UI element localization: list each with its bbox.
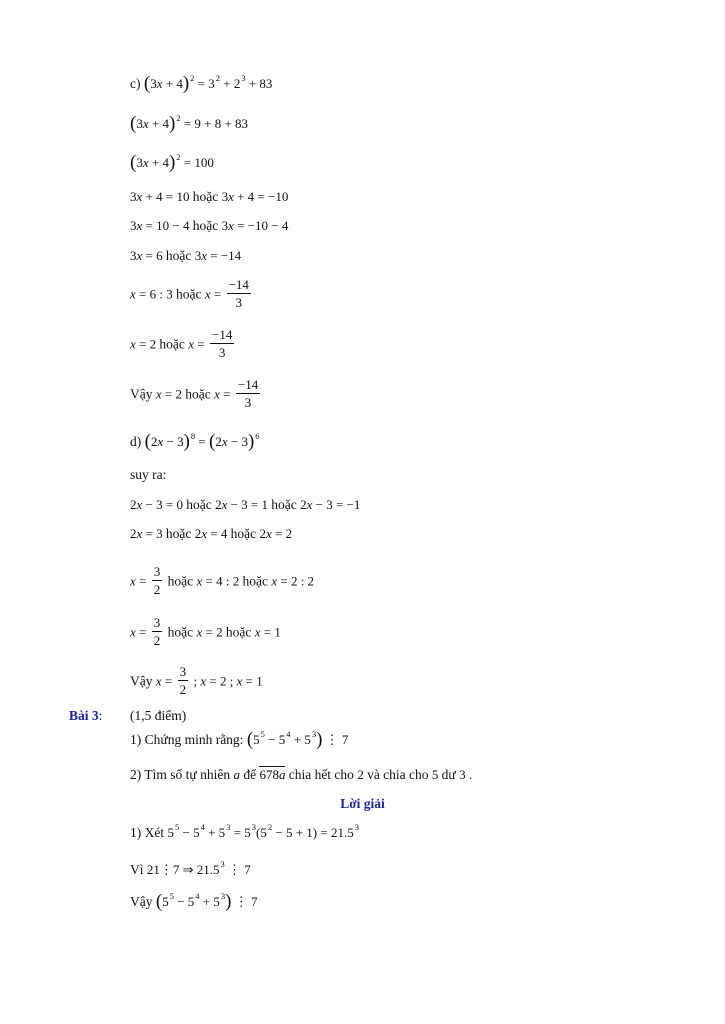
eq-c-2: $(3x + 4)^2 = 9 + 8 + 83$ [130, 113, 249, 134]
word-vay: Vậy [130, 673, 153, 689]
eq-c-6: 3x = 6 hoặc 3x = −14 [130, 248, 242, 263]
word-hoac: hoặc [185, 386, 211, 402]
q2-text-b: để [243, 767, 257, 782]
solution-1: 1) Xét $5^5 - 5^4 + 5^3 = 5^3(5^2 - 5 + 1) = 21.5^3$ [130, 822, 359, 840]
word-hoac: hoặc [192, 189, 219, 204]
eq-d-1: d) $(2x - 3)^8 = (2x - 3)^6$ [130, 431, 260, 452]
solution-heading-text: Lời giải [340, 796, 385, 811]
word-hoac: hoặc [159, 336, 185, 352]
word-hoac: hoặc [175, 286, 202, 302]
word-hoac: hoặc [186, 497, 212, 512]
eq-c-3: $(3x + 4)^2 = 100$ [130, 152, 214, 173]
eq-c-1: c) $(3x + 4)^2 = 3^2 + 2^3 + 83$ [130, 73, 273, 94]
word-hoac: hoặc [230, 526, 257, 541]
eq-d-5: x = $\frac{3}{2}$ hoặc x = 2 hoặc x = 1 [130, 615, 281, 648]
problem-label-colon: : [98, 708, 103, 723]
s3-text: Vậy [130, 894, 153, 909]
points-text: (1,5 điểm) [130, 708, 187, 723]
fraction: $\frac{-14}{3}$ [237, 377, 259, 410]
fraction: $\frac{3}{2}$ [179, 664, 187, 697]
eq-c-8: x = 2 hoặc x = $\frac{-14}{3}$ [130, 327, 233, 360]
fraction: $\frac{-14}{3}$ [228, 277, 249, 310]
solution-3: Vậy $(5^5 - 5^4 + 5^3)$ ⋮ 7 [130, 891, 258, 912]
eq-c-5: 3x = 10 − 4 hoặc 3x = −10 − 4 [130, 218, 289, 233]
problem-q2: 2) Tìm số tự nhiên a để 678a chia hết cho 2 và chia cho 5 dư 3 . [130, 767, 473, 782]
word-vay: Vậy [130, 386, 153, 402]
word-hoac: hoặc [225, 624, 252, 640]
q2-text-e: dư [441, 767, 456, 782]
word-hoac: hoặc [192, 218, 219, 233]
eq-d-2: 2x − 3 = 0 hoặc 2x − 3 = 1 hoặc 2x − 3 = −1 [130, 497, 361, 512]
q2-text-a: 2) Tìm số tự nhiên [130, 767, 231, 782]
s1-text: 1) Xét [130, 825, 165, 840]
solution-2: Vì 21⋮7 ⇒ 21.5$^3$ ⋮ 7 [130, 859, 251, 877]
eq-d-6: Vậy x = $\frac{3}{2}$ ; x = 2 ; x = 1 [130, 664, 263, 697]
problem-label [69, 707, 102, 725]
q1-text: 1) Chứng minh rằng: [130, 732, 244, 747]
word-hoac: hoặc [167, 573, 194, 589]
problem-label-text: Bài 3 [69, 708, 99, 723]
fraction: $\frac{3}{2}$ [153, 564, 161, 597]
s2-text: Vì [130, 862, 144, 877]
q2-text-c: chia hết cho [288, 767, 354, 782]
word-hoac: hoặc [271, 497, 297, 512]
word-hoac: hoặc [165, 248, 192, 263]
suy-ra [130, 466, 166, 484]
problem-q1: 1) Chứng minh rằng: $(5^5 - 5^4 + 5^3)$ ⋮ 7 [130, 729, 349, 750]
eq-c-7: x = 6 : 3 hoặc x = $\frac{-14}{3}$ [130, 277, 249, 310]
eq-c-9: Vậy x = 2 hoặc x = $\frac{-14}{3}$ [130, 377, 259, 410]
eq-d-3: 2x = 3 hoặc 2x = 4 hoặc 2x = 2 [130, 526, 293, 541]
fraction: $\frac{-14}{3}$ [211, 327, 233, 360]
eq-d-4: x = $\frac{3}{2}$ hoặc x = 4 : 2 hoặc x = 2 : 2 [130, 564, 315, 597]
problem-points [130, 707, 186, 725]
word-hoac: hoặc [167, 624, 194, 640]
label-c: c) [130, 76, 141, 91]
word-hoac: hoặc [242, 573, 268, 589]
fraction: $\frac{3}{2}$ [153, 615, 161, 648]
solution-heading [0, 795, 725, 813]
suy-ra-text: suy ra: [130, 467, 167, 482]
word-hoac: hoặc [165, 526, 192, 541]
q2-text-d: và chia cho [367, 767, 429, 782]
eq-c-4: 3x + 4 = 10 hoặc 3x + 4 = −10 [130, 189, 289, 204]
label-d: d) [130, 434, 142, 449]
